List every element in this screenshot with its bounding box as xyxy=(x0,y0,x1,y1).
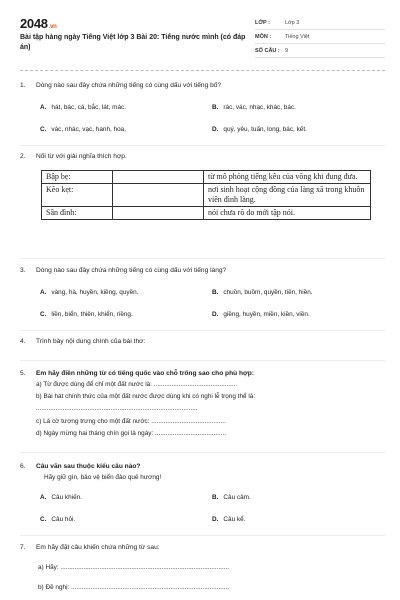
q1-option-d[interactable]: D. quý, yêu, tuấn, long, bác, kết. xyxy=(212,126,307,133)
question-text: Em hãy điền những từ có tiếng quốc vào chỗ trống sao cho phù hợp: xyxy=(36,370,254,377)
q1-option-b[interactable]: B. rác, vác, nhạc, khác, bác. xyxy=(212,104,296,111)
q6-option-b[interactable]: B. Câu cảm. xyxy=(212,494,251,501)
answer-line-a[interactable]: a) Từ được dùng để chỉ một đất nước là: ............................................... xyxy=(36,381,238,388)
q3-option-b[interactable]: B. chuồn, buồm, quyền, tiền, hiền. xyxy=(212,289,313,296)
q6-option-c[interactable]: C. Câu hỏi. xyxy=(40,516,76,523)
question-text: Dòng nào sau đây chứa những tiếng có cùng dấu với tiếng bố? xyxy=(36,82,222,89)
quoted-sentence: Hãy giữ gìn, bảo vệ biển đảo quê hương! xyxy=(44,474,162,481)
table-row xyxy=(42,184,371,207)
question-number: 2. xyxy=(20,153,26,160)
divider xyxy=(20,330,385,331)
question-number: 3. xyxy=(20,267,26,274)
answer-line-c[interactable]: c) Lá cờ tượng trưng cho một đất nước: .......................................... xyxy=(36,418,226,425)
question-text: Câu văn sau thuộc kiểu câu nào? xyxy=(36,463,141,470)
q6-option-d[interactable]: D. Câu kể. xyxy=(212,516,246,523)
question-text: Dòng nào sau đây chứa những tiếng có cùng dấu với tiếng làng? xyxy=(36,267,227,274)
answer-line-b[interactable]: b) Đề nghị: ......................................................................................... xyxy=(38,584,230,591)
definition-cell: nói chưa rõ do mới tập nói. xyxy=(204,207,371,220)
divider xyxy=(20,258,385,259)
question-text: Em hãy đặt câu khiến chứa những từ sau: xyxy=(36,544,160,551)
divider xyxy=(20,535,385,536)
site-logo[interactable]: 2048.vn xyxy=(20,16,57,31)
question-number: 6. xyxy=(20,463,26,470)
divider xyxy=(20,145,385,146)
question-number: 5. xyxy=(20,370,26,377)
q3-option-a[interactable]: A. vàng, hà, huyền, kiềng, quyền. xyxy=(40,289,139,296)
definition-cell: nơi sinh hoạt cộng đồng của làng xã trong khuôn viên đình làng. xyxy=(204,184,371,207)
answer-line-b-cont[interactable]: ........................................................................................... xyxy=(36,405,198,412)
question-number: 1. xyxy=(20,82,26,89)
q6-option-a[interactable]: A. Câu khiến. xyxy=(40,494,82,501)
term-cell: Bập bẹ: xyxy=(42,171,113,184)
answer-line-a[interactable]: a) Hãy: ............................................................................................... xyxy=(38,564,230,571)
q3-option-c[interactable]: C. liền, biển, thiên, khiển, riềng. xyxy=(40,311,133,318)
question-number: 7. xyxy=(20,544,26,551)
blank-cell xyxy=(113,207,204,220)
blank-cell xyxy=(113,184,204,207)
term-cell: Kẽo kẹt: xyxy=(42,184,113,207)
question-text: Trình bày nội dung chính của bài thơ: xyxy=(36,338,146,345)
question-number: 4. xyxy=(20,338,26,345)
header-divider xyxy=(20,70,385,71)
table-row xyxy=(42,207,371,220)
term-cell: Sân đình: xyxy=(42,207,113,220)
blank-cell xyxy=(113,171,204,184)
question-text: Nối từ với giải nghĩa thích hợp. xyxy=(36,153,127,160)
answer-line-d[interactable]: d) Ngày mừng hai tháng chín gọi là ngày: ........................................ xyxy=(36,430,227,437)
divider xyxy=(20,360,385,361)
q1-option-a[interactable]: A. hát, bác, cá, bắc, lát, mác. xyxy=(40,104,127,111)
divider xyxy=(20,452,385,453)
q3-option-d[interactable]: D. giềng, huyền, miền, kiền, viền. xyxy=(212,311,310,318)
document-title: Bài tập hàng ngày Tiếng Việt lớp 3 Bài 20: Tiếng nước mình (có đáp án) xyxy=(20,34,246,51)
meta-row-subject: MÔN : Tiếng Việt xyxy=(255,30,385,44)
meta-row-class: LỚP : Lớp 3 xyxy=(255,16,385,30)
document-header xyxy=(20,14,385,64)
answer-line-b[interactable]: b) Bài hát chính thức của một đất nước được dùng khi có nghi lễ trọng thể là: xyxy=(36,393,256,400)
matching-table xyxy=(41,170,371,220)
definition-cell: từ mô phỏng tiếng kêu của võng khi đung đưa. xyxy=(204,171,371,184)
meta-table xyxy=(255,16,385,58)
meta-row-count: SỐ CÂU : 9 xyxy=(255,44,385,58)
q1-option-c[interactable]: C. vác, nhác, vạc, hanh, hoa, xyxy=(40,126,127,133)
table-row xyxy=(42,171,371,184)
